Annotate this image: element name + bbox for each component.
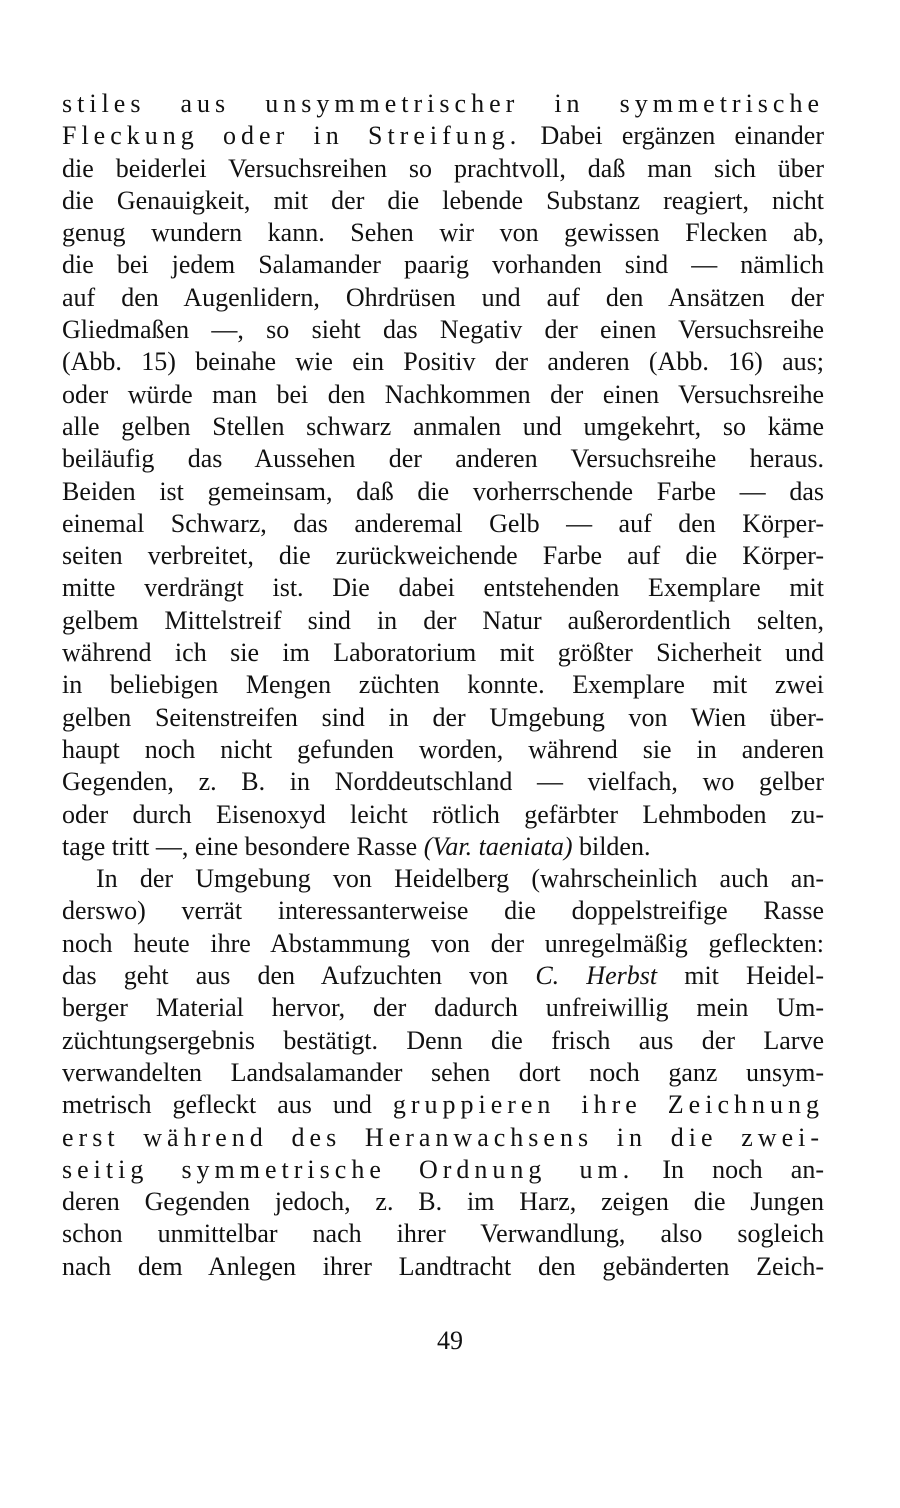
text-line: schon unmittelbar nach ihrer Verwandlung, also sogleich (62, 1219, 824, 1249)
text-line: Gliedmaßen —, so sieht das Negativ der einen Versuchsreihe (62, 315, 824, 345)
text-line: tage tritt —, eine besondere Rasse (Var. taeniata) bilden. (62, 831, 651, 861)
text-line: genug wundern kann. Sehen wir von gewissen Flecken ab, (62, 218, 824, 248)
text-line: während ich sie im Laboratorium mit größter Sicherheit und (62, 638, 824, 668)
text-line: gelben Seitenstreifen sind in der Umgebung von Wien über- (62, 702, 824, 732)
text-line: züchtungsergebnis bestätigt. Denn die frisch aus der Larve (62, 1025, 824, 1055)
body-text (62, 88, 824, 1283)
text-line: beiläufig das Aussehen der anderen Versuchsreihe heraus. (62, 444, 824, 474)
text-line: Beiden ist gemeinsam, daß die vorherrschende Farbe — das (62, 476, 824, 506)
text-line: alle gelben Stellen schwarz anmalen und umgekehrt, so käme (62, 411, 824, 441)
text-line: oder durch Eisenoxyd leicht rötlich gefärbter Lehmboden zu- (62, 799, 824, 829)
text-line: erst während des Heranwachsens in die zwei- (62, 1122, 824, 1152)
text-line: seiten verbreitet, die zurückweichende Farbe auf die Körper- (62, 541, 824, 571)
text-line: mitte verdrängt ist. Die dabei entstehenden Exemplare mit (62, 573, 824, 603)
text-line: auf den Augenlidern, Ohrdrüsen und auf den Ansätzen der (62, 282, 824, 312)
text-line: deren Gegenden jedoch, z. B. im Harz, zeigen die Jungen (62, 1187, 824, 1217)
text-line: in beliebigen Mengen züchten konnte. Exemplare mit zwei (62, 670, 824, 700)
text-line: das geht aus den Aufzuchten von C. Herbst mit Heidel- (62, 961, 824, 991)
text-line: die beiderlei Versuchsreihen so prachtvoll, daß man sich über (62, 153, 824, 183)
page-number: 49 (437, 1326, 463, 1355)
text-line: (Abb. 15) beinahe wie ein Positiv der anderen (Abb. 16) aus; (62, 347, 824, 377)
text-line: oder würde man bei den Nachkommen der einen Versuchsreihe (62, 379, 824, 409)
italic-author: C. Herbst (535, 961, 658, 991)
text-line: berger Material hervor, der dadurch unfreiwillig mein Um- (62, 993, 824, 1023)
text-line: gelbem Mittelstreif sind in der Natur außerordentlich selten, (62, 605, 824, 635)
italic-taxon: (Var. taeniata) (423, 831, 573, 861)
text-line: Gegenden, z. B. in Norddeutschland — vielfach, wo gelber (62, 767, 824, 797)
text-line: nach dem Anlegen ihrer Landtracht den gebänderten Zeich- (62, 1251, 824, 1281)
text-line: derswo) verrät interessanterweise die doppelstreifige Rasse (62, 896, 824, 926)
text-line: noch heute ihre Abstammung von der unregelmäßig gefleckten: (62, 928, 824, 958)
text-line: seitig symmetrische Ordnung um. In noch an- (62, 1154, 824, 1184)
text-line: die bei jedem Salamander paarig vorhanden sind — nämlich (62, 250, 824, 280)
text-line: einemal Schwarz, das anderemal Gelb — auf den Körper- (62, 508, 824, 538)
text-line: verwandelten Landsalamander sehen dort noch ganz unsym- (62, 1057, 824, 1087)
text-line: stiles aus unsymmetrischer in symmetrische (62, 89, 824, 118)
text-line: metrisch gefleckt aus und gruppieren ihre Zeichnung (62, 1090, 824, 1120)
text-line: haupt noch nicht gefunden worden, während sie in anderen (62, 734, 824, 764)
text-line: In der Umgebung von Heidelberg (wahrscheinlich auch an- (96, 864, 824, 894)
text-line: Fleckung oder in Streifung. Dabei ergänzen einander (62, 121, 825, 151)
text-line: die Genauigkeit, mit der die lebende Substanz reagiert, nicht (62, 185, 824, 215)
